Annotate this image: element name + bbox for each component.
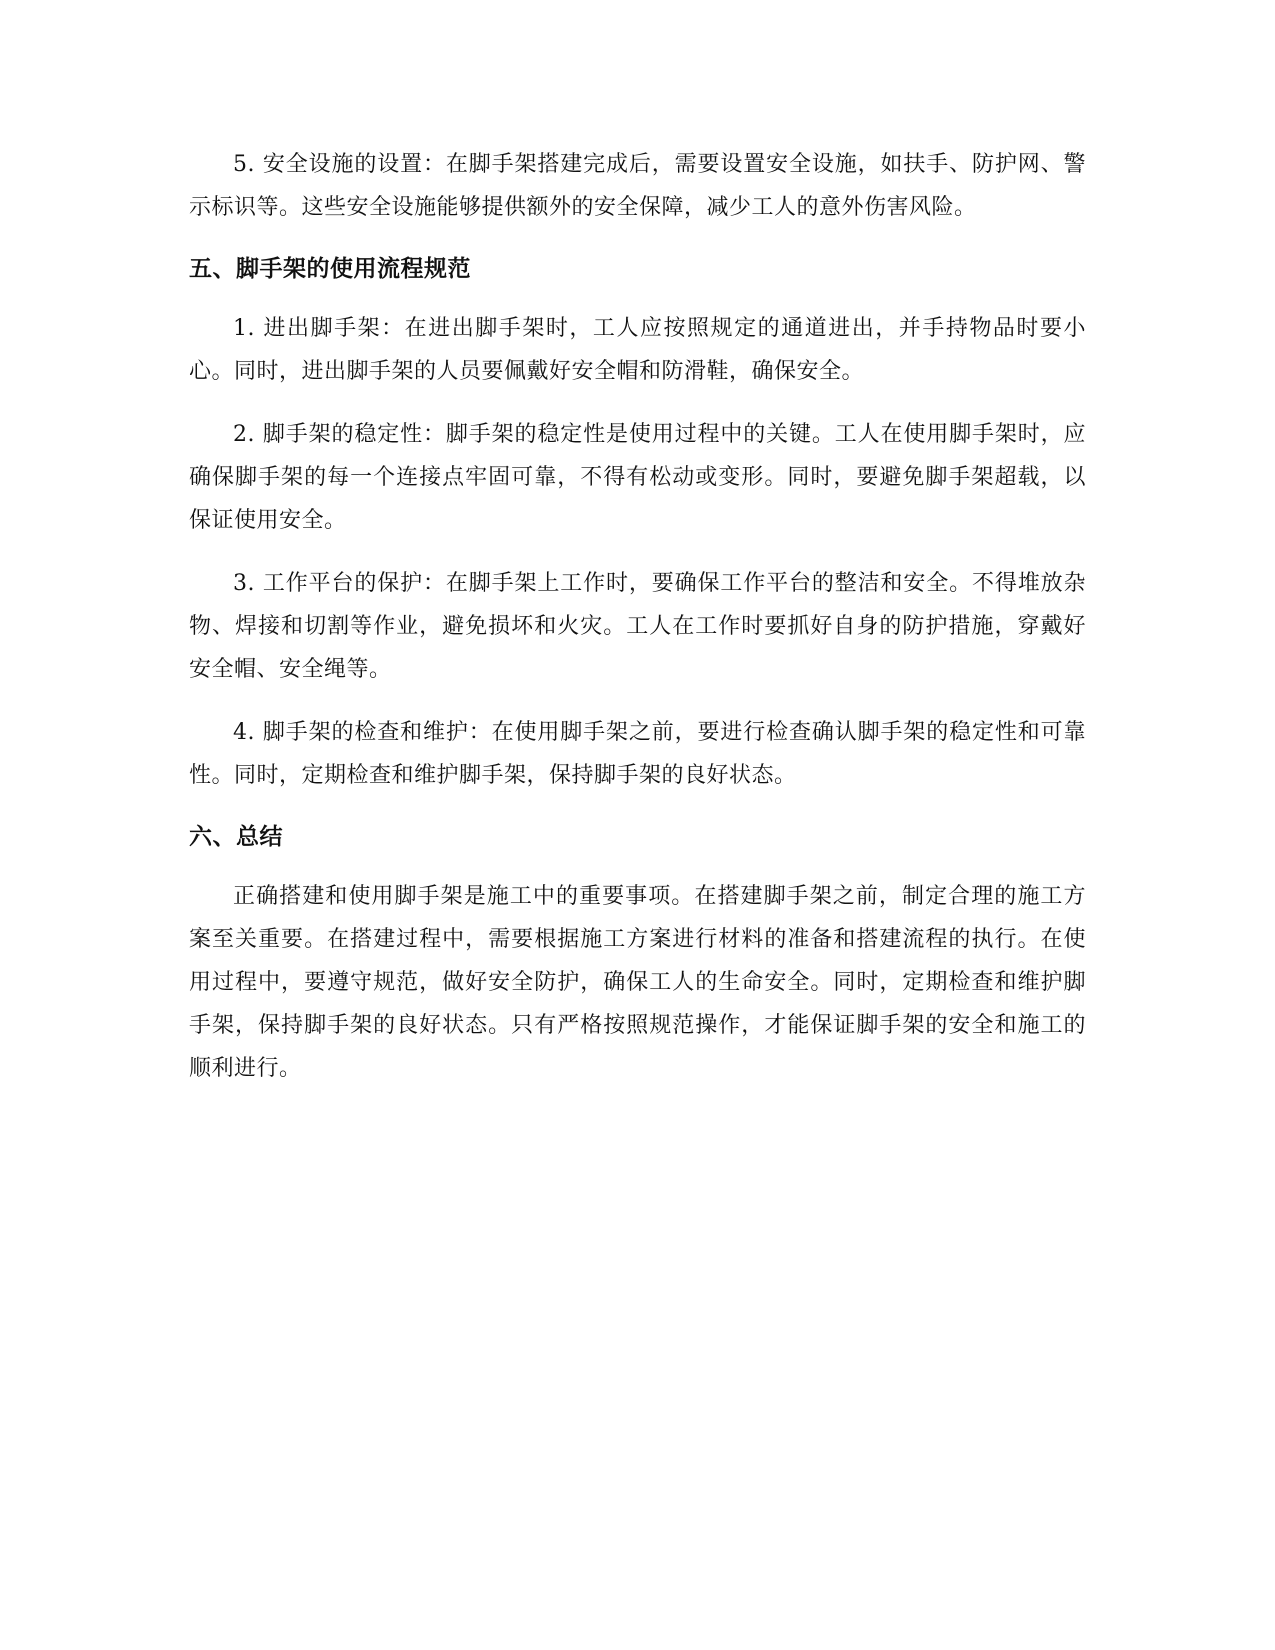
document-body bbox=[189, 143, 1086, 1110]
paragraph-inspection-maintenance: 4. 脚手架的检查和维护：在使用脚手架之前，要进行检查确认脚手架的稳定性和可靠性。同时，定期检查和维护脚手架，保持脚手架的良好状态。 bbox=[189, 720, 1086, 788]
paragraph-summary: 正确搭建和使用脚手架是施工中的重要事项。在搭建脚手架之前，制定合理的施工方案至关重要。在搭建过程中，需要根据施工方案进行材料的准备和搭建流程的执行。在使用过程中，要遵守规范，做好安全防护，确保工人的生命安全。同时，定期检查和维护脚手架，保持脚手架的良好状态。只有严格按照规范操作，才能保证脚手架的安全和施工的顺利进行。 bbox=[189, 884, 1086, 1081]
paragraph-safety-facilities: 5. 安全设施的设置：在脚手架搭建完成后，需要设置安全设施，如扶手、防护网、警示标识等。这些安全设施能够提供额外的安全保障，减少工人的意外伤害风险。 bbox=[189, 152, 1086, 220]
paragraph-entry-exit: 1. 进出脚手架：在进出脚手架时，工人应按照规定的通道进出，并手持物品时要小心。同时，进出脚手架的人员要佩戴好安全帽和防滑鞋，确保安全。 bbox=[189, 316, 1086, 384]
section-heading-summary: 六、总结 bbox=[189, 824, 283, 850]
paragraph-stability: 2. 脚手架的稳定性：脚手架的稳定性是使用过程中的关键。工人在使用脚手架时，应确保脚手架的每一个连接点牢固可靠，不得有松动或变形。同时，要避免脚手架超载，以保证使用安全。 bbox=[189, 422, 1086, 533]
paragraph-platform-protection: 3. 工作平台的保护：在脚手架上工作时，要确保工作平台的整洁和安全。不得堆放杂物、焊接和切割等作业，避免损坏和火灾。工人在工作时要抓好自身的防护措施，穿戴好安全帽、安全绳等。 bbox=[189, 571, 1086, 682]
section-heading-usage-process: 五、脚手架的使用流程规范 bbox=[189, 256, 471, 282]
